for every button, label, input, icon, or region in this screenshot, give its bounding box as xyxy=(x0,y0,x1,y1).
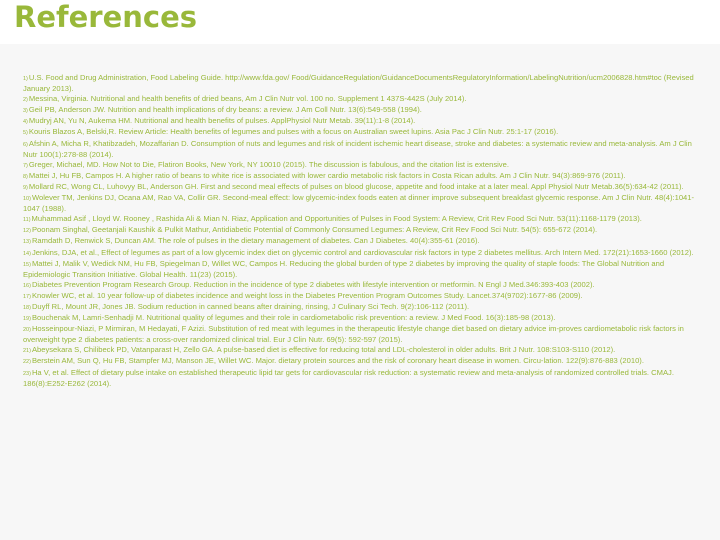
reference-item xyxy=(23,280,703,291)
reference-text: Diabetes Prevention Program Research Group. Reduction in the incidence of type 2 diabetes with lifestyle intervention or metformin. N Engl J Med.346:393-403 (2002). xyxy=(31,279,595,289)
slide-title: References xyxy=(14,0,198,34)
reference-item xyxy=(23,116,703,127)
reference-item xyxy=(23,225,703,236)
reference-number: 6) xyxy=(23,141,28,148)
reference-number: 11) xyxy=(23,217,31,224)
reference-text: Hosseinpour-Niazi, P Mirmiran, M Hedayati, F Azizi. Substitution of red meat with legumes in the therapeutic lifestyle change diet based on dietary advice im-proves cardiometabolic risk factors in overweight type 2 diabetes patients: a cross-over randomized clinical trial. Eur J Clin Nutr. 69(5): 592-597 (2015). xyxy=(23,324,684,345)
reference-text: Geil PB, Anderson JW. Nutrition and health implications of dry beans: a review. J Am Coll Nutr. 13(6):549-558 (1994). xyxy=(28,105,422,115)
reference-item xyxy=(23,345,703,356)
reference-text: Mollard RC, Wong CL, Luhovyy BL, Anderson GH. First and second meal effects of pulses on blood glucose, appetite and food intake at a later meal. Appl Physiol Nutr Metab.36(5):634-42 (2011). xyxy=(28,181,684,191)
reference-item xyxy=(23,182,703,193)
reference-item xyxy=(23,356,703,367)
reference-number: 14) xyxy=(23,250,31,257)
reference-text: Berstein AM, Sun Q, Hu FB, Stampfer MJ, Manson JE, Willet WC. Major. dietary protein sources and the risk of coronary heart disease in women. Circu-lation. 122(9):876-883 (2010). xyxy=(31,356,644,366)
reference-text: Abeysekara S, Chilibeck PD, Vatanparast H, Zello GA. A pulse-based diet is effective for reducing total and LDL-cholesterol in older adults. Brit J Nutr. 108:S103-S110 (2012). xyxy=(31,345,616,355)
reference-text: Wolever TM, Jenkins DJ, Ocana AM, Rao VA, Collir GR. Second-meal effect: low glycemic-index foods eaten at dinner improve subsequent breakfast glycemic response. Am J Clin Nutr. 48(4):1041-1047 (1988). xyxy=(23,193,695,214)
reference-text: Jenkins, DJA, et al., Effect of legumes as part of a low glycemic index diet on glycemic control and cardiovascular risk factors in type 2 diabetes mellitus. Arch Intern Med. 172(21):1653-1660 (2012). xyxy=(31,247,694,257)
reference-number: 10) xyxy=(23,196,31,203)
reference-number: 20) xyxy=(23,327,31,334)
reference-item xyxy=(23,324,703,345)
reference-item xyxy=(23,73,703,94)
reference-text: Ramdath D, Renwick S, Duncan AM. The role of pulses in the dietary management of diabetes. Can J Diabetes. 40(4):355-61 (2016). xyxy=(31,236,480,246)
reference-text: Bouchenak M, Lamri-Senhadji M. Nutritional quality of legumes and their role in cardiometabolic risk prevention: a review. J Med Food. 16(3):185-98 (2013). xyxy=(31,313,556,323)
reference-item xyxy=(23,259,703,280)
reference-item xyxy=(23,302,703,313)
reference-number: 5) xyxy=(23,130,28,137)
reference-number: 21) xyxy=(23,348,31,355)
reference-number: 19) xyxy=(23,316,31,323)
reference-number: 7) xyxy=(23,162,28,169)
reference-text: Greger, Michael, MD. How Not to Die, Flatiron Books, New York, NY 10010 (2015). The discussion is fabulous, and the citation list is extensive. xyxy=(28,159,509,169)
reference-text: Ha V, et al. Effect of dietary pulse intake on established therapeutic lipid tar gets for cardiovascular risk reduction: a systematic review and meta-analysis of randomized controlled trials. CMAJ. 186(8):E252-E262 (2014). xyxy=(23,367,674,388)
reference-item xyxy=(23,193,703,214)
reference-item xyxy=(23,127,703,138)
reference-text: Mudryj AN, Yu N, Aukema HM. Nutritional and health benefits of pulses. ApplPhysiol Nutr Metab. 39(11):1-8 (2014). xyxy=(28,116,416,126)
reference-item xyxy=(23,160,703,171)
reference-number: 17) xyxy=(23,293,31,300)
reference-item xyxy=(23,248,703,259)
reference-text: Knowler WC, et al. 10 year follow-up of diabetes incidence and weight loss in the Diabetes Prevention Program Outcomes Study. Lancet.374(9702):1677-86 (2009). xyxy=(31,290,583,300)
reference-item xyxy=(23,139,703,160)
reference-number: 8) xyxy=(23,173,28,180)
reference-text: Poonam Singhal, Geetanjali Kaushik & Pulkit Mathur, Antidiabetic Potential of Commonly Consumed Legumes: A Review, Crit Rev Food Sci Nutr. 54(5): 655-672 (2014). xyxy=(31,225,598,235)
reference-number: 13) xyxy=(23,239,31,246)
reference-number: 3) xyxy=(23,108,28,115)
reference-text: Messina, Virginia. Nutritional and health benefits of dried beans, Am J Clin Nutr vol. 100 no. Supplement 1 437S-442S (July 2014). xyxy=(28,94,467,104)
reference-item xyxy=(23,214,703,225)
reference-text: U.S. Food and Drug Administration, Food Labeling Guide. http://www.fda.gov/ Food/GuidanceRegulation/GuidanceDocumentsRegulatoryInformation/LabelingNutrition/ucm2006828.htm#toc (Revised January 2013). xyxy=(23,73,694,94)
reference-number: 4) xyxy=(23,119,28,126)
reference-item xyxy=(23,368,703,389)
reference-item xyxy=(23,105,703,116)
reference-text: Duyff RL, Mount JR, Jones JB. Sodium reduction in canned beans after draining, rinsing, J Culinary Sci Tech. 9(2):106-112 (2011). xyxy=(31,301,470,311)
reference-text: Mattei J, Malik V, Wedick NM, Hu FB, Spiegelman D, Willet WC, Campos H. Reducing the global burden of type 2 diabetes by improving the quality of staple foods: The Global Nutrition and Epidemiologic Transition Initiative. Global Health. 11(23) (2015). xyxy=(23,258,665,279)
reference-item xyxy=(23,236,703,247)
reference-item xyxy=(23,171,703,182)
reference-number: 18) xyxy=(23,304,31,311)
reference-list xyxy=(23,73,703,389)
reference-number: 22) xyxy=(23,359,31,366)
reference-number: 1) xyxy=(23,76,28,82)
reference-text: Mattei J, Hu FB, Campos H. A higher ratio of beans to white rice is associated with lower cardio metabolic risk factors in Costa Rican adults. Am J Clin Nutr. 94(3):869-976 (2011). xyxy=(28,170,626,180)
reference-number: 9) xyxy=(23,184,28,191)
reference-text: Muhammad Asif , Lloyd W. Rooney , Rashida Ali & Mian N. Riaz, Application and Opportunities of Pulses in Food System: A Review, Crit Rev Food Sci Nutr. 53(11):1168-1179 (2013). xyxy=(31,214,642,224)
reference-item xyxy=(23,313,703,324)
reference-number: 16) xyxy=(23,282,31,289)
reference-text: Kouris Blazos A, Belski,R. Review Article: Health benefits of legumes and pulses with a focus on Australian sweet lupins. Asia Pac J Clin Nutr. 25:1-17 (2016). xyxy=(28,127,559,137)
reference-number: 15) xyxy=(23,261,31,268)
reference-item xyxy=(23,94,703,105)
reference-number: 12) xyxy=(23,228,31,235)
reference-item xyxy=(23,291,703,302)
reference-number: 2) xyxy=(23,97,28,104)
reference-text: Afshin A, Micha R, Khatibzadeh, Mozaffarian D. Consumption of nuts and legumes and risk of incident ischemic heart disease, stroke and diabetes: a systematic review and meta-analysis. Am J Clin Nutr 100(1):278-88 (2014). xyxy=(23,138,692,159)
reference-number: 23) xyxy=(23,370,31,377)
